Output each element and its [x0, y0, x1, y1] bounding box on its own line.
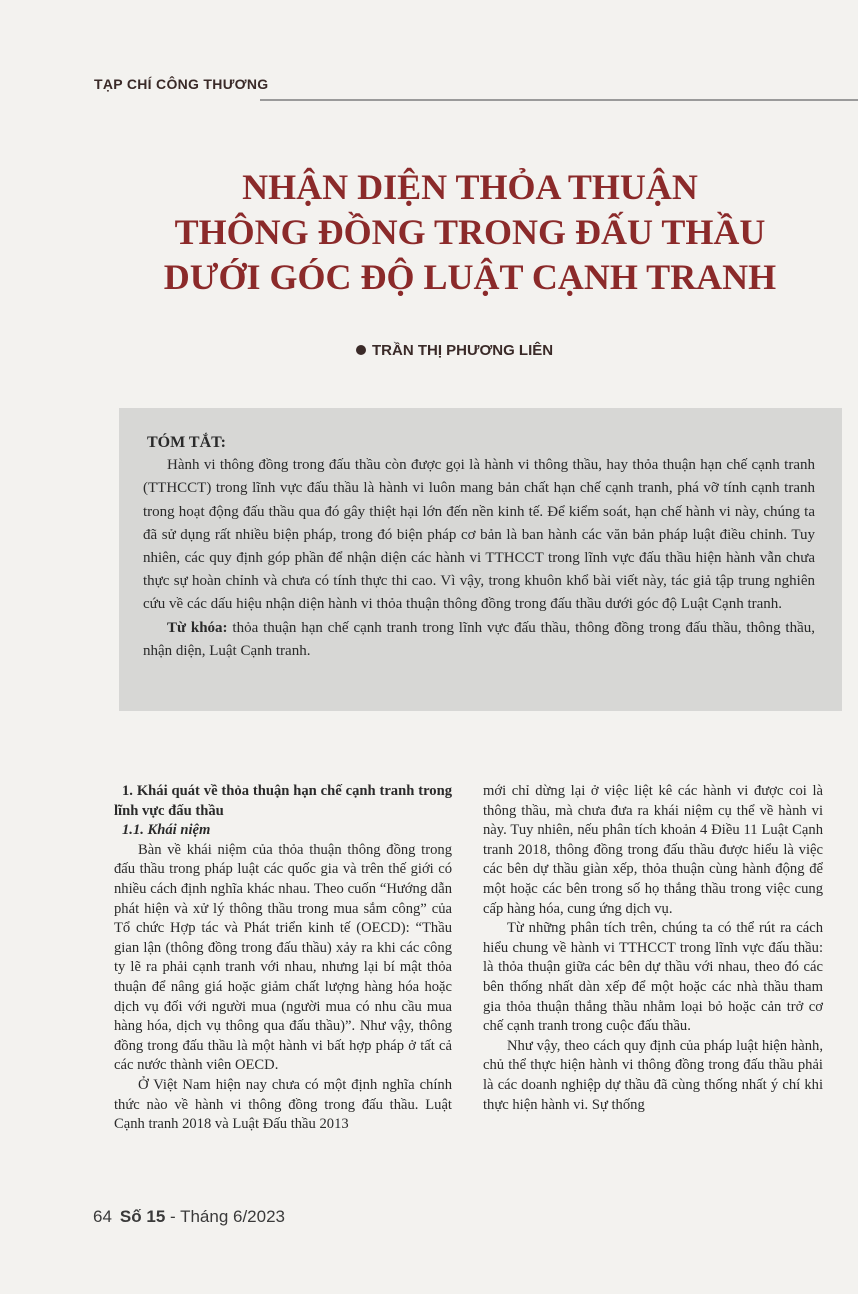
author-byline	[356, 342, 553, 359]
right-column	[483, 782, 823, 1115]
abstract-box	[119, 408, 842, 711]
author-name: TRẦN THỊ PHƯƠNG LIÊN	[372, 342, 554, 359]
paragraph: Bàn về khái niệm của thỏa thuận thông đồng trong đấu thầu trong pháp luật các quốc gia và trên thế giới có nhiều cách định nghĩa khác nhau. Theo cuốn “Hướng dẫn phát hiện và xử lý thông thầu trong mua sắm công” của Tổ chức Hợp tác và Phát triển kinh tế (OECD): “Thầu gian lận (thông đồng trong đấu thầu) xảy ra khi các công ty lẽ ra phải cạnh tranh với nhau, nhưng lại bí mật thỏa thuận để nâng giá hoặc giảm chất lượng hàng hóa hoặc dịch vụ đối với người mua (người mua có nhu cầu mua hàng hóa, dịch vụ thông qua đấu thầu)”. Như vậy, thông đồng trong đấu thầu là một hành vi bất hợp pháp ở tất cả các nước thành viên OECD.	[114, 841, 452, 1074]
title-line-3: DƯỚI GÓC ĐỘ LUẬT CẠNH TRANH	[163, 257, 777, 297]
paragraph: Như vậy, theo cách quy định của pháp luật hiện hành, chủ thể thực hiện hành vi thông đồng trong đấu thầu phải là các doanh nghiệp dự thầu đã cùng thống nhất ý chí khi thực hiện hành vi. Sự thống	[483, 1037, 823, 1113]
journal-name: TẠP CHÍ CÔNG THƯƠNG	[94, 76, 269, 92]
abstract-text: Hành vi thông đồng trong đấu thầu còn được gọi là hành vi thông thầu, hay thỏa thuận hạn chế cạnh tranh (TTHCCT) trong lĩnh vực đấu thầu là hành vi luôn mang bản chất hạn chế cạnh tranh, phá vỡ tính cạnh tranh trong hoạt động đấu thầu qua đó gây thiệt hại lớn đến nền kinh tế. Để kiểm soát, hạn chế hành vi này, chúng ta đã sử dụng rất nhiều biện pháp, trong đó biện pháp cơ bản là ban hành các văn bản pháp luật điều chỉnh. Tuy nhiên, các quy định góp phần để nhận diện các hành vi TTHCCT trong lĩnh vực đấu thầu hiện hành vẫn chưa thực sự hoàn chỉnh và chưa có tính thực thi cao. Vì vậy, trong khuôn khổ bài viết này, tác giả tập trung nghiên cứu về các dấu hiệu nhận diện hành vi thỏa thuận thông đồng trong đấu thầu dưới góc độ Luật Cạnh tranh.	[143, 457, 815, 613]
bullet-icon	[356, 345, 366, 355]
abstract-content	[143, 431, 815, 663]
page-number: 64	[93, 1207, 112, 1226]
page-footer	[93, 1207, 285, 1227]
keywords-label: Từ khóa:	[167, 619, 228, 636]
issue-label: Số 15	[119, 1207, 166, 1226]
issue-date: - Tháng 6/2023	[165, 1207, 286, 1226]
title-line-1: NHẬN DIỆN THỎA THUẬN	[242, 167, 698, 207]
paragraph: mới chỉ dừng lại ở việc liệt kê các hành vi được coi là thông thầu, mà chưa đưa ra khái niệm cụ thể về hành vi này. Tuy nhiên, nếu phân tích khoản 4 Điều 11 Luật Cạnh tranh 2018, thông đồng trong đấu thầu được hiểu là việc các bên dự thầu giàn xếp, thỏa thuận cùng hành động để một hoặc các bên trong số họ thắng thầu trong việc cung cấp hàng hóa, cung ứng dịch vụ.	[483, 783, 823, 917]
paragraph: Ở Việt Nam hiện nay chưa có một định nghĩa chính thức nào về hành vi thông đồng trong đấu thầu. Luật Cạnh tranh 2018 và Luật Đấu thầu 2013	[114, 1076, 452, 1133]
article-title	[120, 165, 820, 300]
subsection-heading: 1.1. Khái niệm	[122, 822, 211, 839]
keywords-text: thỏa thuận hạn chế cạnh tranh trong lĩnh vực đấu thầu, thông đồng trong đấu thầu, thông thầu, nhận diện, Luật Cạnh tranh.	[143, 619, 815, 659]
left-column	[114, 782, 452, 1135]
paragraph: Từ những phân tích trên, chúng ta có thể rút ra cách hiểu chung về hành vi TTHCCT trong lĩnh vực đấu thầu: là thỏa thuận giữa các bên dự thầu với nhau, theo đó các bên thống nhất dàn xếp để một hoặc các nhà thầu tham gia thỏa thuận thắng thầu nhằm loại bỏ hoặc cản trở cơ chế cạnh tranh trong cuộc đấu thầu.	[483, 920, 823, 1035]
abstract-label: TÓM TẮT:	[147, 434, 226, 451]
keywords	[143, 617, 815, 663]
title-line-2: THÔNG ĐỒNG TRONG ĐẤU THẦU	[174, 212, 766, 252]
section-heading: 1. Khái quát về thỏa thuận hạn chế cạnh tranh trong lĩnh vực đấu thầu	[114, 783, 452, 819]
header-rule	[260, 99, 858, 101]
